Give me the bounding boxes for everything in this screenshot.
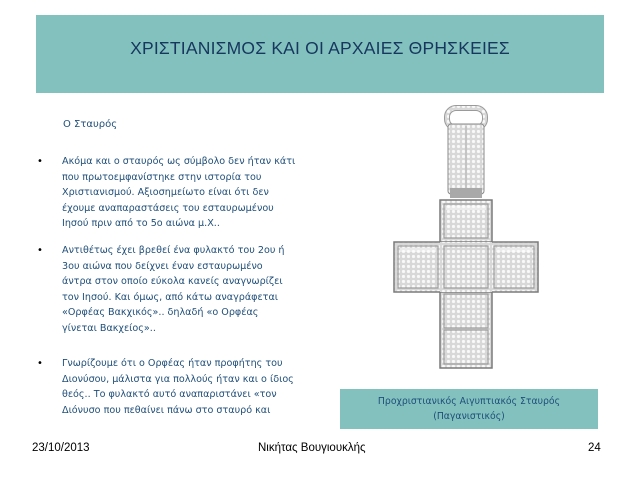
image-caption	[340, 389, 598, 429]
bullet-dot-icon: •	[37, 245, 43, 256]
bullet-text-line: Διονύσου, μάλιστα για πολλούς ήταν και ο ίδιος	[62, 373, 294, 385]
bullet-text-line: τον Ιησού. Και όμως, από κάτω αναγράφεται	[62, 291, 279, 303]
footer-date: 23/10/2013	[32, 442, 90, 454]
diamond-cross-pendant-icon	[386, 104, 546, 378]
bullet-text-line: γίνεται Βακχείος»..	[62, 322, 156, 334]
bullet-text-line: Αντιθέτως έχει βρεθεί ένα φυλακτό του 2ου ή	[62, 245, 285, 256]
bullet-text-line: «Ορφέας Βακχικός».. δηλαδή «ο Ορφέας	[62, 307, 259, 318]
footer-author: Νικήτας Βουγιουκλής	[258, 442, 366, 454]
bullet-text-line: έχουμε αναπαραστάσεις του εσταυρωμένου	[62, 202, 274, 214]
bullet-text-line: Χριστιανισμού. Αξιοσημείωτο είναι ότι δεν	[62, 187, 269, 198]
bullet-item	[37, 243, 285, 336]
caption-line-2: (Παγανιστικός)	[433, 411, 505, 422]
bullet-text-line: που πρωτοεμφανίστηκε στην ιστορία του	[62, 171, 262, 183]
bullet-text-line: 3ου αιώνα που δείχνει έναν εσταυρωμένο	[62, 260, 263, 272]
bullet-item	[37, 154, 295, 232]
bullet-dot-icon: •	[37, 358, 43, 369]
bullet-text-line: Ακόμα και ο σταυρός ως σύμβολο δεν ήταν κάτι	[62, 156, 296, 167]
bullet-text-line: θεός.. Το φυλακτό αυτό αναπαριστάνει «τον	[62, 389, 277, 400]
bullet-text-line: Διόνυσο που πεθαίνει πάνω στο σταυρό και	[62, 404, 271, 416]
footer-page-number: 24	[588, 442, 601, 454]
bullet-text-line: Ιησού πριν από το 5ο αιώνα μ.Χ..	[62, 218, 220, 229]
title-bar	[36, 15, 604, 93]
bullet-text-line: Γνωρίζουμε ότι ο Ορφέας ήταν προφήτης του	[62, 358, 283, 369]
bullet-text-line: άντρα στον οποίο εύκολα κανείς αναγνωρίζει	[62, 276, 283, 287]
caption-line-1: Προχριστιανικός Αιγυπτιακός Σταυρός	[377, 396, 561, 407]
bullet-dot-icon: •	[37, 156, 43, 167]
section-subtitle: Ο Σταυρός	[63, 119, 118, 130]
bullet-item	[37, 356, 294, 418]
slide-title: ΧΡΙΣΤΙΑΝΙΣΜΟΣ ΚΑΙ ΟΙ ΑΡΧΑΙΕΣ ΘΡΗΣΚΕΙΕΣ	[130, 37, 510, 58]
